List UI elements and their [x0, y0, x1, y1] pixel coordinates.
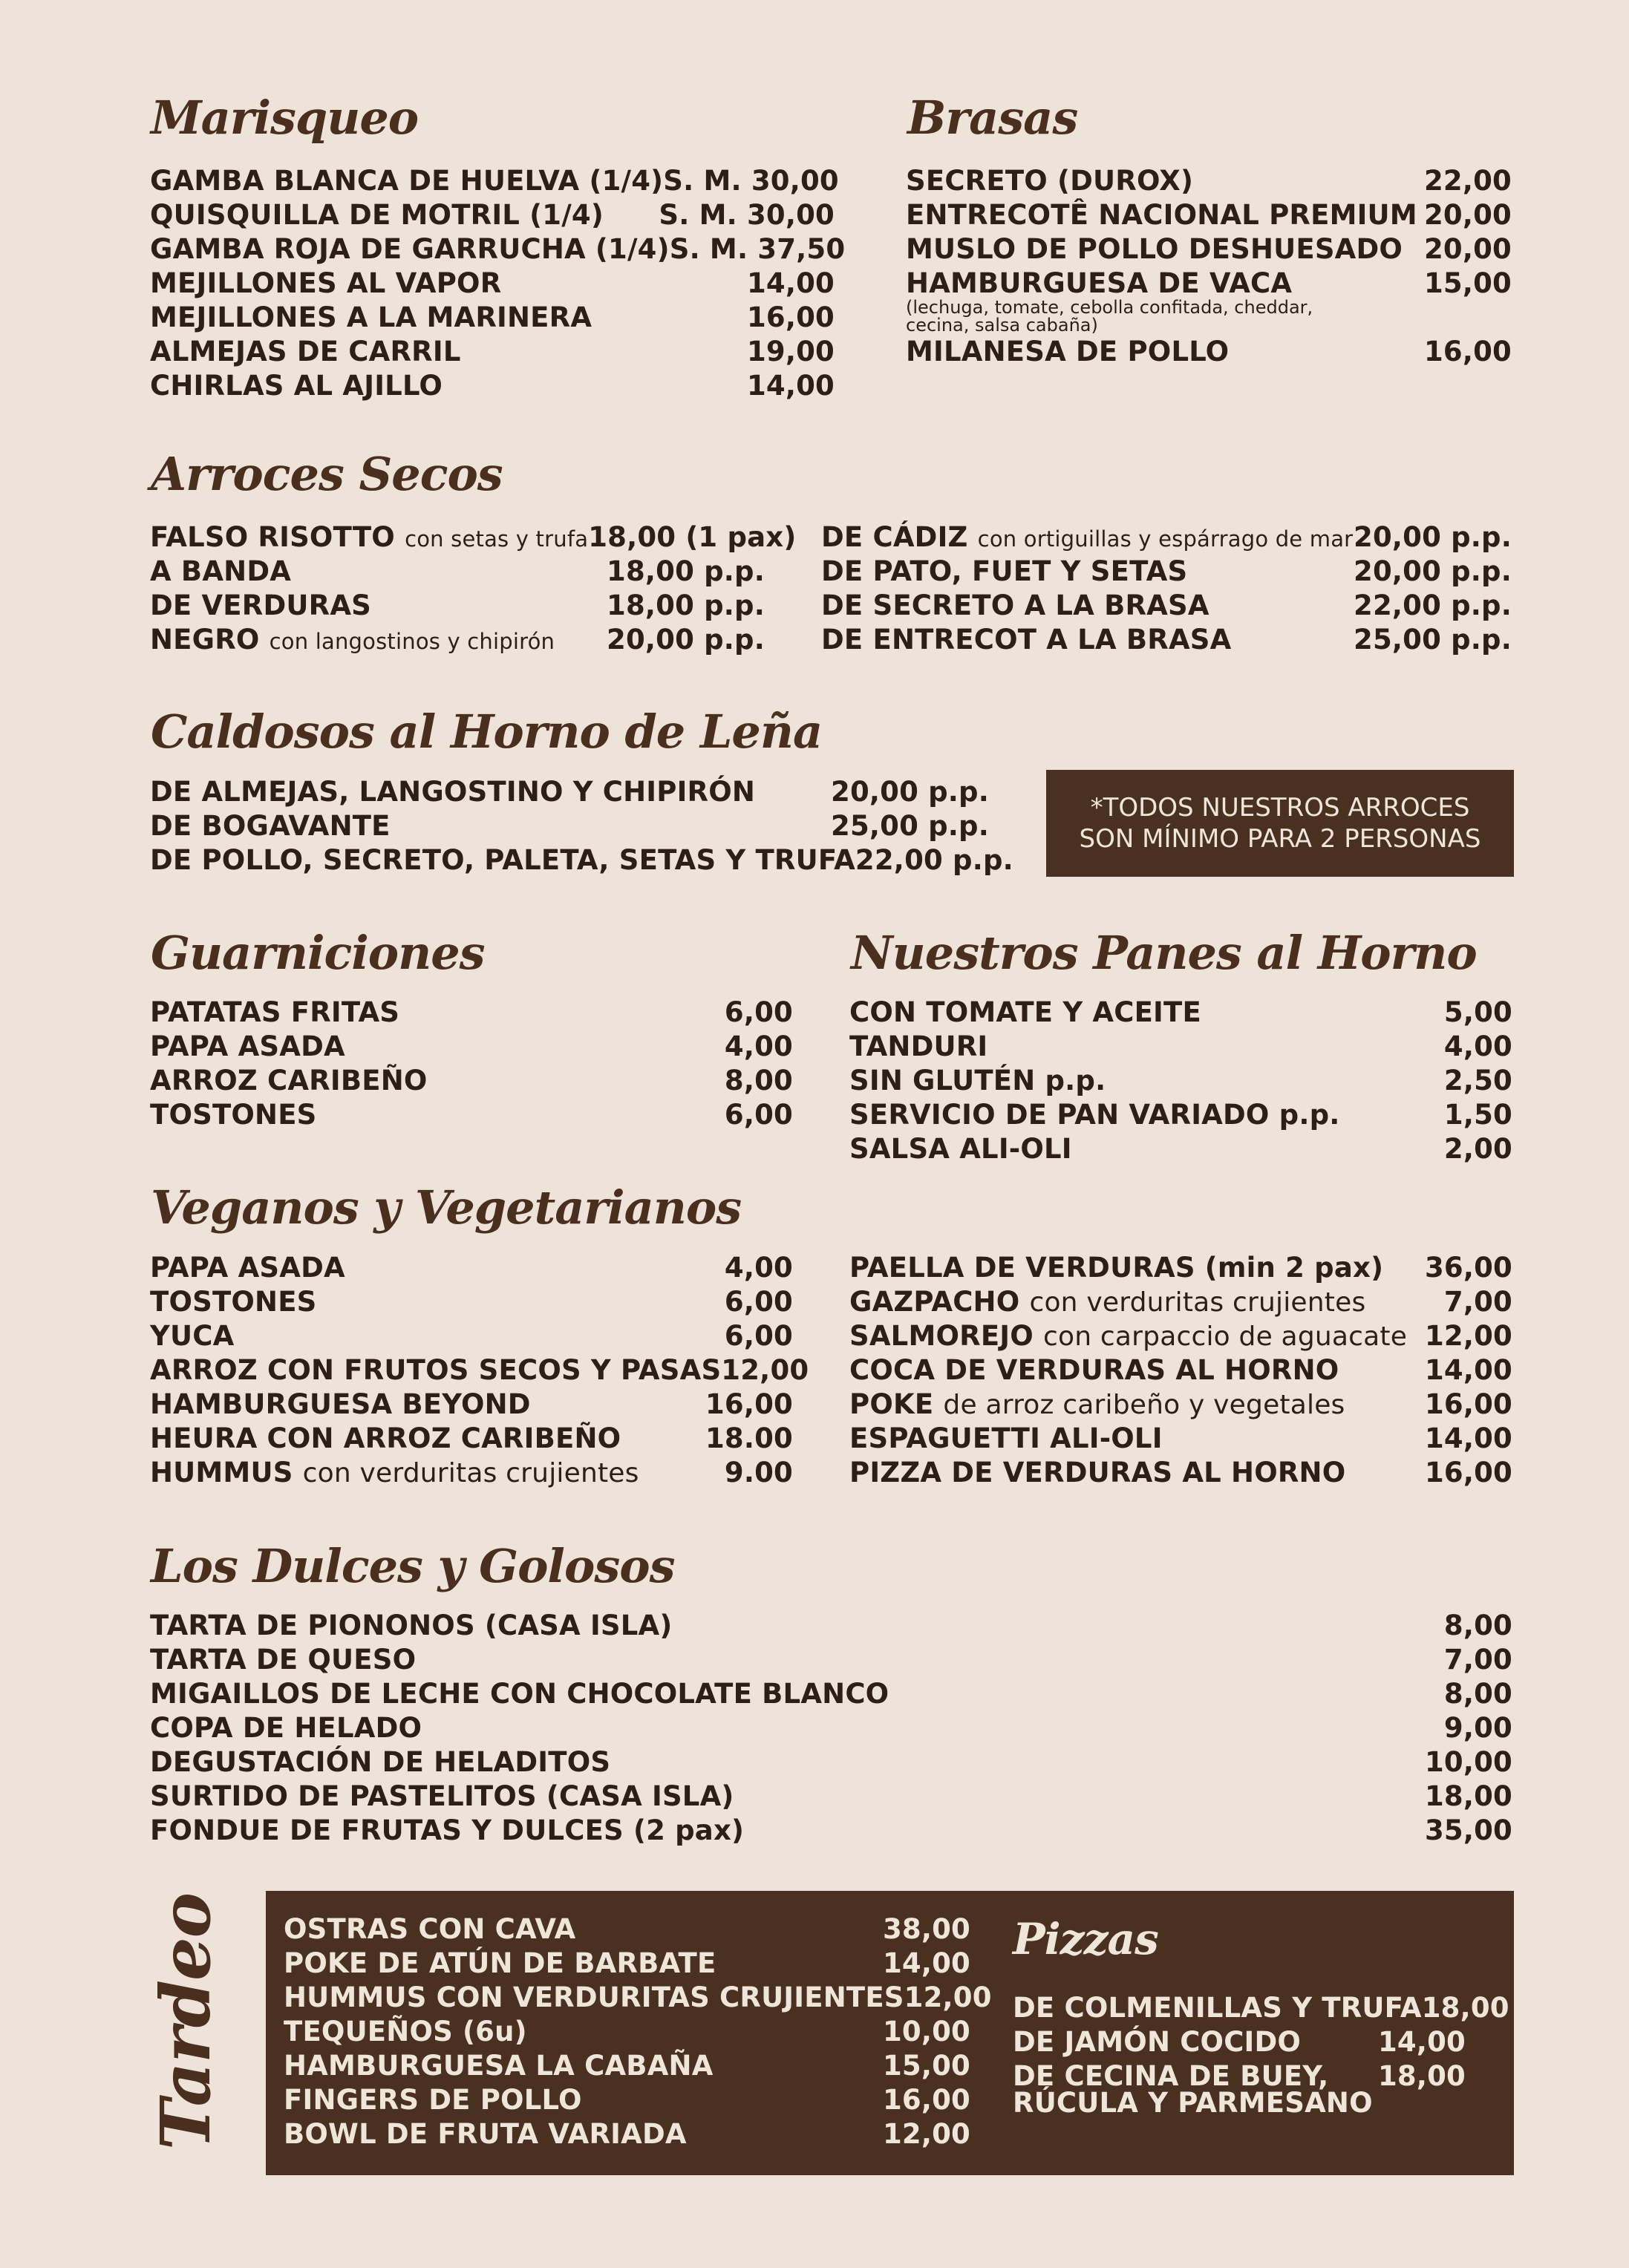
item-price: 4,00 — [724, 1030, 793, 1062]
item-name: DE COLMENILLAS Y TRUFA — [1013, 1992, 1422, 2024]
item-price: 18,00 — [1377, 2060, 1466, 2092]
item-desc: con carpaccio de aguacate — [1043, 1321, 1408, 1352]
item-name: BOWL DE FRUTA VARIADA — [284, 2118, 687, 2150]
menu-item — [150, 844, 1013, 878]
item-name: HAMBURGUESA LA CABAÑA — [284, 2050, 714, 2082]
item-name: GAMBA BLANCA DE HUELVA (1/4) — [150, 165, 664, 197]
item-price: 12,00 — [882, 2118, 970, 2150]
item-name: TOSTONES — [150, 1286, 317, 1318]
item-name: HAMBURGUESA DE VACA — [906, 267, 1293, 299]
menu-item — [150, 267, 835, 301]
item-name: DEGUSTACIÓN DE HELADITOS — [150, 1746, 611, 1778]
item-name-group — [150, 1457, 725, 1488]
menu-item — [849, 996, 1512, 1030]
menu-item — [849, 1099, 1512, 1133]
menu-item — [150, 555, 765, 589]
item-price: 8,00 — [1443, 1610, 1512, 1641]
item-name: QUISQUILLA DE MOTRIL (1/4) — [150, 199, 604, 231]
item-name: DE ALMEJAS, LANGOSTINO Y CHIPIRÓN — [150, 776, 756, 808]
menu-item — [906, 165, 1512, 199]
menu-item — [150, 1780, 1512, 1814]
menu-item — [821, 624, 1512, 658]
item-price: 16,00 — [1424, 1457, 1512, 1488]
menu-item — [849, 1354, 1512, 1388]
item-name: MEJILLONES AL VAPOR — [150, 267, 502, 299]
section-title-marisqueo: Marisqueo — [151, 91, 419, 145]
menu-item — [150, 1286, 793, 1320]
menu-item — [284, 2050, 970, 2084]
item-price: 20,00 p.p. — [1354, 521, 1512, 553]
menu-item — [150, 199, 835, 233]
menu-item — [150, 521, 797, 555]
menu-item — [150, 1354, 809, 1388]
item-price: 6,00 — [724, 1286, 793, 1318]
item-price: 10,00 — [882, 2016, 970, 2048]
item-desc: con verduritas crujientes — [1029, 1287, 1366, 1318]
section-title-pizzas: Pizzas — [1013, 1914, 1158, 1964]
item-price: 14,00 — [882, 1947, 970, 1979]
item-name: PATATAS FRITAS — [150, 996, 400, 1028]
item-name: ENTRECOTÊ NACIONAL PREMIUM — [906, 199, 1417, 231]
item-price: S. M. 30,00 — [663, 165, 839, 197]
item-name: GAZPACHO — [849, 1286, 1020, 1318]
menu-item — [906, 336, 1512, 370]
item-name: FALSO RISOTTO — [150, 521, 395, 553]
item-name: POKE DE ATÚN DE BARBATE — [284, 1947, 716, 1979]
item-name-group — [150, 521, 588, 553]
notice-line: *TODOS NUESTROS ARROCES — [1090, 793, 1470, 823]
item-name: PIZZA DE VERDURAS AL HORNO — [849, 1457, 1346, 1488]
item-note: cecina, salsa cabaña) — [906, 315, 1098, 336]
item-price: 8,00 — [724, 1065, 793, 1097]
item-price: 15,00 — [882, 2050, 970, 2082]
menu-item — [284, 1981, 992, 2016]
menu-item — [849, 1252, 1512, 1286]
item-desc: de arroz caribeño y vegetales — [943, 1390, 1345, 1420]
item-name: MILANESA DE POLLO — [906, 336, 1230, 367]
item-price: 12,00 — [904, 1981, 992, 2013]
item-name: SALMOREJO — [849, 1320, 1034, 1352]
item-name: A BANDA — [150, 555, 292, 587]
menu-item — [284, 1913, 970, 1947]
menu-item — [150, 1644, 1512, 1678]
item-price: 16,00 — [1424, 1388, 1512, 1420]
item-name: OSTRAS CON CAVA — [284, 1913, 576, 1945]
menu-item — [150, 336, 835, 370]
menu-item — [150, 776, 989, 810]
item-price: 14,00 — [1424, 1354, 1512, 1386]
menu-item — [150, 1457, 793, 1491]
item-price: 20,00 — [1423, 199, 1512, 231]
section-title-guarniciones: Guarniciones — [151, 926, 485, 980]
item-desc: con langostinos y chipirón — [269, 629, 555, 654]
menu-item — [284, 2084, 970, 2118]
item-name: FINGERS DE POLLO — [284, 2084, 582, 2116]
menu-item — [150, 233, 846, 267]
item-name: CHIRLAS AL AJILLO — [150, 370, 443, 402]
item-name: PAPA ASADA — [150, 1030, 345, 1062]
item-name-group — [849, 1320, 1425, 1352]
menu-item — [150, 1422, 793, 1457]
item-name: COPA DE HELADO — [150, 1712, 422, 1744]
section-title-veganos: Veganos y Vegetarianos — [151, 1180, 742, 1235]
menu-item — [849, 1388, 1512, 1422]
item-name: DE PATO, FUET Y SETAS — [821, 555, 1188, 587]
item-price: 35,00 — [1424, 1814, 1512, 1846]
item-note: (lechuga, tomate, cebolla confitada, cheddar, — [906, 297, 1313, 318]
item-desc: con ortiguillas y espárrago de mar — [977, 526, 1354, 552]
item-name: MIGAILLOS DE LECHE CON CHOCOLATE BLANCO — [150, 1678, 889, 1710]
item-name: MEJILLONES A LA MARINERA — [150, 301, 592, 333]
menu-item — [849, 1030, 1512, 1065]
item-price: 22,00 p.p. — [855, 844, 1013, 876]
item-name: HUMMUS CON VERDURITAS CRUJIENTES — [284, 1981, 904, 2013]
item-price: 6,00 — [724, 1099, 793, 1131]
item-price: 1,50 — [1443, 1099, 1512, 1131]
item-price: 8,00 — [1443, 1678, 1512, 1710]
item-name: DE SECRETO A LA BRASA — [821, 589, 1209, 621]
item-price: 22,00 — [1423, 165, 1512, 197]
item-price: 16,00 — [746, 301, 835, 333]
menu-item — [150, 165, 839, 199]
menu-item — [821, 555, 1512, 589]
item-price: 18,00 p.p. — [607, 589, 765, 621]
menu-item — [284, 2016, 970, 2050]
menu-item — [150, 1388, 793, 1422]
item-name: HEURA CON ARROZ CARIBEÑO — [150, 1422, 621, 1454]
section-title-panes: Nuestros Panes al Horno — [851, 926, 1477, 980]
item-price: 18.00 — [705, 1422, 793, 1454]
item-name: YUCA — [150, 1320, 235, 1352]
item-name: NEGRO — [150, 624, 260, 656]
item-name: SERVICIO DE PAN VARIADO p.p. — [849, 1099, 1340, 1131]
item-name-group — [849, 1286, 1444, 1318]
item-price: 10,00 — [1424, 1746, 1512, 1778]
item-name: DE BOGAVANTE — [150, 810, 391, 842]
menu-item — [150, 624, 765, 658]
menu-item — [1013, 2026, 1466, 2060]
menu-item — [150, 1252, 793, 1286]
item-name: PAPA ASADA — [150, 1252, 345, 1284]
item-price: 20,00 p.p. — [831, 776, 989, 808]
item-price: 9.00 — [724, 1457, 793, 1488]
item-price: 7,00 — [1443, 1286, 1512, 1318]
item-price: 16,00 — [882, 2084, 970, 2116]
item-price: 36,00 — [1424, 1252, 1512, 1284]
menu-item — [150, 1320, 793, 1354]
item-desc: con verduritas crujientes — [302, 1458, 639, 1488]
item-price: 7,00 — [1443, 1644, 1512, 1676]
menu-item — [150, 1678, 1512, 1712]
menu-item — [906, 233, 1512, 267]
item-name: DE ENTRECOT A LA BRASA — [821, 624, 1232, 656]
menu-item — [849, 1422, 1512, 1457]
item-name-group — [150, 624, 607, 656]
item-name: CON TOMATE Y ACEITE — [849, 996, 1201, 1028]
item-price: 9,00 — [1443, 1712, 1512, 1744]
item-price: 5,00 — [1443, 996, 1512, 1028]
item-price: 2,50 — [1443, 1065, 1512, 1097]
menu-item — [284, 2118, 970, 2152]
item-price: 18,00 — [1424, 1780, 1512, 1812]
menu-item — [849, 1320, 1512, 1354]
item-price: 4,00 — [724, 1252, 793, 1284]
item-price: 38,00 — [882, 1913, 970, 1945]
menu-item — [821, 521, 1512, 555]
item-name: SALSA ALI-OLI — [849, 1133, 1072, 1165]
item-price: 25,00 p.p. — [831, 810, 989, 842]
item-price: 6,00 — [724, 996, 793, 1028]
menu-item — [150, 1712, 1512, 1746]
item-name-group — [849, 1388, 1425, 1420]
tardeo-panel — [266, 1891, 1514, 2175]
menu-item — [849, 1133, 1512, 1167]
item-price: S. M. 30,00 — [659, 199, 835, 231]
menu-item — [150, 370, 835, 404]
menu-item — [150, 301, 835, 336]
item-price: 20,00 p.p. — [1354, 555, 1512, 587]
item-name: TARTA DE PIONONOS (CASA ISLA) — [150, 1610, 673, 1641]
menu-item — [150, 1099, 793, 1133]
section-title-dulces: Los Dulces y Golosos — [151, 1539, 675, 1593]
item-name: SURTIDO DE PASTELITOS (CASA ISLA) — [150, 1780, 734, 1812]
item-name: POKE — [849, 1388, 934, 1420]
menu-item — [150, 1610, 1512, 1644]
item-name: DE VERDURAS — [150, 589, 372, 621]
item-price: 14,00 — [746, 370, 835, 402]
item-name: SECRETO (DUROX) — [906, 165, 1194, 197]
section-title-arroces: Arroces Secos — [151, 447, 503, 501]
item-name: TEQUEÑOS (6u) — [284, 2016, 527, 2048]
item-price: 6,00 — [724, 1320, 793, 1352]
tardeo-title-text: Tardeo — [146, 1893, 226, 2150]
item-price: 18,00 p.p. — [607, 555, 765, 587]
item-name: FONDUE DE FRUTAS Y DULCES (2 pax) — [150, 1814, 745, 1846]
item-price: S. M. 37,50 — [669, 233, 846, 265]
item-price: 2,00 — [1443, 1133, 1512, 1165]
minimum-notice-box — [1046, 770, 1514, 877]
item-price: 14,00 — [1377, 2026, 1466, 2058]
menu-item — [849, 1286, 1512, 1320]
item-price: 19,00 — [746, 336, 835, 367]
menu-item — [150, 1065, 793, 1099]
menu-item — [849, 1065, 1512, 1099]
item-name: DE CÁDIZ — [821, 521, 968, 553]
menu-item — [150, 996, 793, 1030]
item-name: ESPAGUETTI ALI-OLI — [849, 1422, 1163, 1454]
item-price: 14,00 — [746, 267, 835, 299]
item-desc: con setas y trufa — [405, 526, 589, 552]
item-name-group — [821, 521, 1354, 553]
tardeo-vertical-title — [97, 1893, 267, 2150]
menu-item — [150, 1746, 1512, 1780]
item-name: HAMBURGUESA BEYOND — [150, 1388, 531, 1420]
item-name: MUSLO DE POLLO DESHUESADO — [906, 233, 1403, 265]
item-name: GAMBA ROJA DE GARRUCHA (1/4) — [150, 233, 670, 265]
item-name: TANDURI — [849, 1030, 988, 1062]
menu-item — [821, 589, 1512, 624]
item-name: RÚCULA Y PARMESANO — [1013, 2087, 1373, 2119]
item-price: 12,00 — [1424, 1320, 1512, 1352]
item-price: 4,00 — [1443, 1030, 1512, 1062]
item-price: 20,00 — [1423, 233, 1512, 265]
item-price: 18,00 (1 pax) — [588, 521, 797, 553]
item-name: ARROZ CON FRUTOS SECOS Y PASAS — [150, 1354, 722, 1386]
item-name: ARROZ CARIBEÑO — [150, 1065, 428, 1097]
item-name: HUMMUS — [150, 1457, 293, 1488]
menu-item — [150, 589, 765, 624]
item-name: TOSTONES — [150, 1099, 317, 1131]
item-price: 22,00 p.p. — [1354, 589, 1512, 621]
item-price: 16,00 — [705, 1388, 793, 1420]
item-name: SIN GLUTÉN p.p. — [849, 1065, 1106, 1097]
item-price: 16,00 — [1423, 336, 1512, 367]
section-title-brasas: Brasas — [907, 91, 1078, 145]
notice-line: SON MÍNIMO PARA 2 PERSONAS — [1079, 824, 1481, 854]
item-name: DE JAMÓN COCIDO — [1013, 2026, 1302, 2058]
menu-item — [849, 1457, 1512, 1491]
menu-item — [284, 1947, 970, 1981]
menu-item — [150, 810, 989, 844]
item-name: DE POLLO, SECRETO, PALETA, SETAS Y TRUFA — [150, 844, 855, 876]
menu-item — [150, 1814, 1512, 1849]
menu-item — [150, 1030, 793, 1065]
section-title-caldosos: Caldosos al Horno de Leña — [151, 705, 823, 759]
item-price: 14,00 — [1424, 1422, 1512, 1454]
item-name: PAELLA DE VERDURAS (min 2 pax) — [849, 1252, 1384, 1284]
item-name: COCA DE VERDURAS AL HORNO — [849, 1354, 1339, 1386]
item-price: 15,00 — [1423, 267, 1512, 299]
menu-item — [906, 199, 1512, 233]
item-price: 18,00 — [1421, 1992, 1509, 2024]
item-price: 20,00 p.p. — [607, 624, 765, 656]
menu-item — [1013, 1992, 1509, 2026]
item-price: 12,00 — [721, 1354, 809, 1386]
item-name: DE CECINA DE BUEY, — [1013, 2060, 1329, 2092]
item-name: TARTA DE QUESO — [150, 1644, 417, 1676]
item-name: ALMEJAS DE CARRIL — [150, 336, 461, 367]
item-name-continued — [1013, 2087, 1466, 2121]
item-price: 25,00 p.p. — [1354, 624, 1512, 656]
